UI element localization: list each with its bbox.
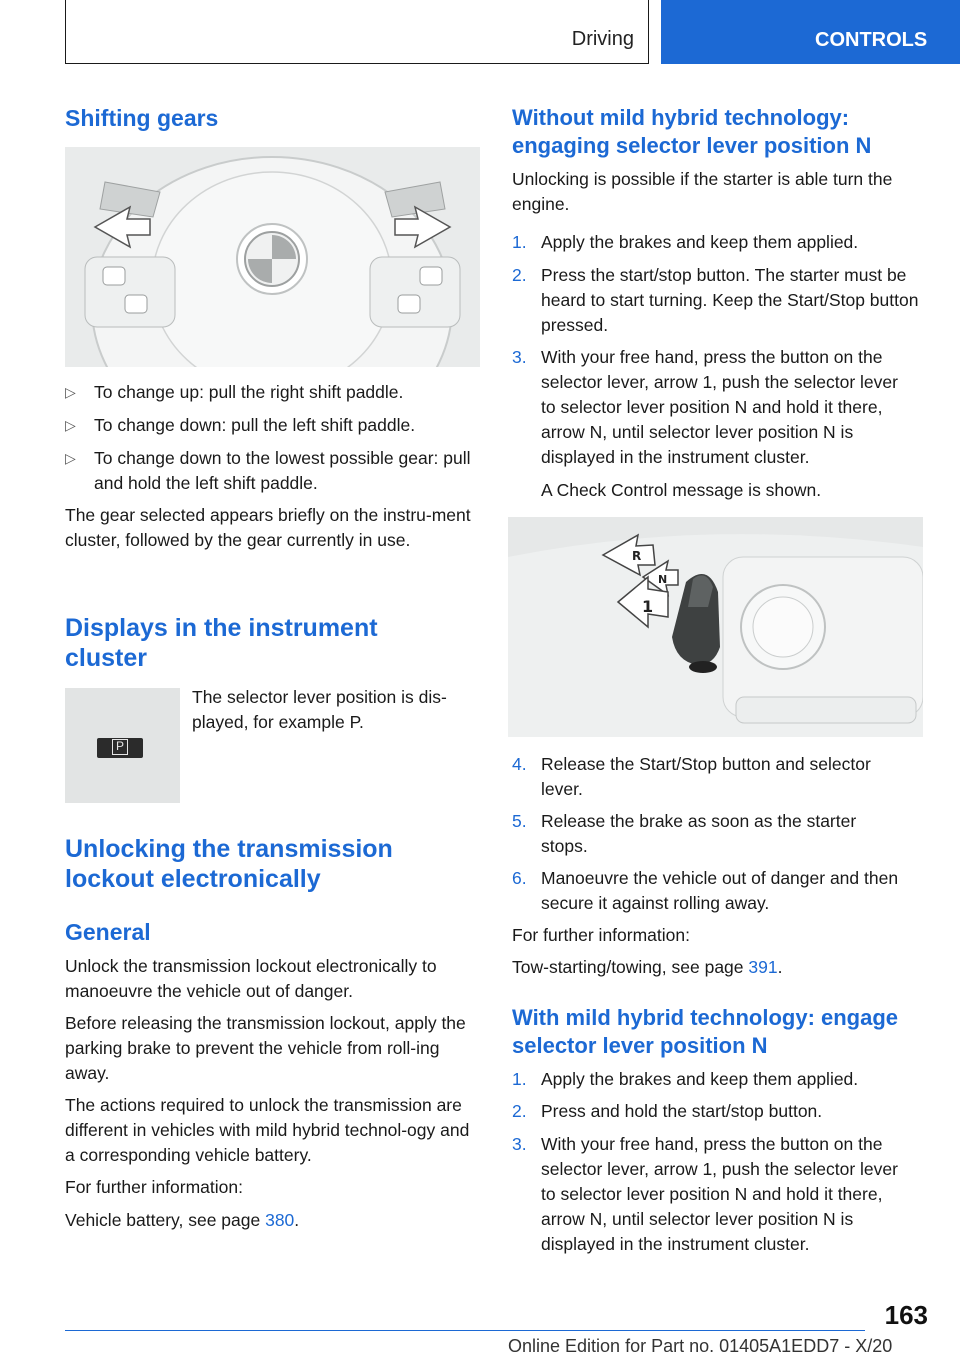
general-paragraph: For further information: [65, 1177, 243, 1197]
header-section-title: Driving [571, 28, 634, 50]
figure-label-n: N [658, 573, 668, 586]
list-item: ▷ To change up: pull the right shift paddle. [65, 380, 480, 405]
unlocking-heading: Unlocking the transmission lockout electronically [65, 835, 393, 893]
list-item: 2. Press and hold the start/stop button. [512, 1101, 823, 1121]
footer-edition: Online Edition for Part no. 01405A1EDD7 - X/20 [508, 1336, 893, 1356]
list-item: ▷ To change down to the lowest possible gear: pull and hold the left shift paddle. [65, 448, 471, 493]
shifting-gears-heading: Shifting gears [65, 105, 219, 131]
display-badge [97, 738, 143, 758]
without-intro: Unlocking is possible if the starter is able turn the engine. [512, 169, 893, 214]
list-item: 3. With your free hand, press the button on the selector lever, arrow 1, push the selector lever to selector lever position N and hold it there, arrow N, until selector lever position N is displayed in the instrument cluster. [512, 347, 898, 467]
displays-paragraph: The selector lever position is dis-played, for example P. [192, 687, 447, 732]
list-item: 2. Press the start/stop button. The starter must be heard to start turning. Keep the Start/Stop button pressed. [512, 265, 919, 335]
steering-wheel-illustration [65, 147, 480, 367]
without-mild-hybrid-heading: Without mild hybrid technology: engaging selector lever position N [512, 105, 872, 158]
shift-paragraph: The gear selected appears briefly on the instru-ment cluster, followed by the gear currently in use. [65, 505, 471, 550]
footer-divider [65, 1330, 865, 1331]
selector-lever-illustration [508, 517, 923, 737]
page-number: 163 [884, 1300, 928, 1330]
list-item: ▷ To change down: pull the left shift paddle. [65, 413, 480, 438]
displays-heading: Displays in the instrument cluster [65, 614, 378, 672]
general-paragraph: Unlock the transmission lockout electronically to manoeuvre the vehicle out of danger. [65, 956, 437, 1001]
header-section-box [65, 0, 649, 64]
battery-page-link[interactable]: 380 [265, 1210, 295, 1230]
general-paragraph: The actions required to unlock the transmission are different in vehicles with mild hybrid technol-ogy and a corresponding vehicle battery. [65, 1095, 470, 1165]
steering-wheel-icon [65, 147, 480, 367]
tow-page-link[interactable]: 391 [748, 957, 778, 977]
check-control-note: A Check Control message is shown. [541, 480, 822, 500]
list-item: 1. Apply the brakes and keep them applied. [512, 232, 859, 252]
triangle-bullet-icon: ▷ [65, 450, 76, 466]
with-mild-hybrid-heading: With mild hybrid technology: engage selector lever position N [512, 1005, 899, 1058]
figure-label-r: R [632, 549, 642, 563]
triangle-bullet-icon: ▷ [65, 417, 76, 433]
list-item: 4. Release the Start/Stop button and selector lever. [512, 754, 871, 799]
further-info: For further information: [512, 925, 690, 945]
list-item: 6. Manoeuvre the vehicle out of danger and then secure it against rolling away. [512, 868, 899, 913]
list-item: 5. Release the brake as soon as the starter stops. [512, 811, 857, 856]
general-paragraph: Before releasing the transmission lockout, apply the parking brake to prevent the vehicle from roll-ing away. [65, 1013, 466, 1083]
battery-reference: Vehicle battery, see page 380. [65, 1210, 300, 1230]
general-heading: General [65, 919, 151, 945]
display-letter: P [112, 739, 128, 755]
triangle-bullet-icon: ▷ [65, 384, 76, 400]
selector-lever-icon [508, 517, 923, 737]
header-chapter-tab: CONTROLS [661, 0, 960, 64]
tow-reference: Tow-starting/towing, see page 391. [512, 957, 783, 977]
figure-label-1: 1 [642, 597, 654, 616]
display-p-illustration [65, 688, 180, 803]
list-item: 1. Apply the brakes and keep them applied. [512, 1069, 859, 1089]
list-item: 3. With your free hand, press the button on the selector lever, arrow 1, push the selector lever to selector lever position N and hold it there, arrow N, until selector lever position N is displayed in the instrument cluster. [512, 1134, 898, 1254]
